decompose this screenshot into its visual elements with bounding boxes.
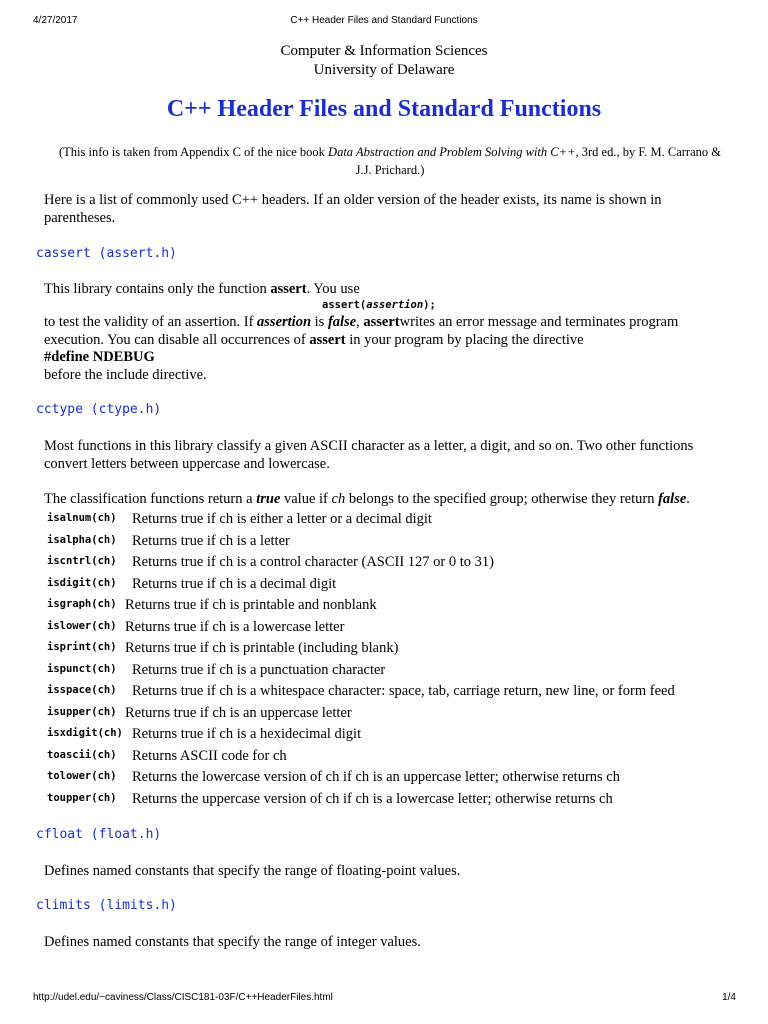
function-name: isprint(ch) [47,641,117,653]
function-name: iscntrl(ch) [47,555,117,567]
code-end: ); [423,299,436,311]
function-row [47,724,747,746]
text: belongs to the specified group; otherwise they return [345,491,659,507]
cassert-text: This library contains only the function [44,281,271,297]
cctype-classification [44,490,724,508]
intro-paragraph: Here is a list of commonly used C++ headers. If an older version of the header exists, its name is shown in parentheses. [44,192,662,226]
text: , [356,314,364,330]
text: to test the validity of an assertion. If [44,314,258,330]
cfloat-description: Defines named constants that specify the range of floating-point values. [44,863,461,879]
assert-keyword: assert [363,314,400,330]
function-row [47,660,747,682]
text: value if [280,491,332,507]
print-footer [0,992,768,1008]
source-note [40,143,740,179]
text: is [311,314,328,330]
page-title: C++ Header Files and Standard Functions [166,96,602,122]
function-name: tolower(ch) [47,770,117,782]
function-name: isalnum(ch) [47,512,117,524]
function-row [47,789,747,811]
assertion-term: assertion [257,314,312,330]
function-description: Returns true if ch is a lowercase letter [125,618,345,635]
code-arg: assertion [366,299,424,311]
function-list [47,509,747,810]
function-name: isdigit(ch) [47,576,117,589]
function-description: Returns true if ch is printable and nonblank [125,597,377,613]
print-date: 4/27/2017 [33,15,78,26]
function-name: isxdigit(ch) [47,727,123,739]
function-row [47,638,747,660]
section-heading-cfloat: cfloat (float.h) [36,827,162,842]
function-row [47,552,747,574]
section-heading-cassert: cassert (assert.h) [36,246,177,261]
book-title: Data Abstraction and Problem Solving with C++ [328,145,576,159]
assert-keyword: assert [270,281,307,297]
function-name: isgraph(ch) [47,598,117,610]
function-description: Returns the lowercase version of ch if ch is an uppercase letter; otherwise returns ch [132,769,620,785]
cassert-line2 [44,313,724,331]
function-row [47,681,747,703]
climits-description: Defines named constants that specify the range of integer values. [44,934,421,950]
function-description: Returns true if ch is either a letter or a decimal digit [132,511,432,527]
section-heading-cctype: cctype (ctype.h) [36,402,162,417]
function-row [47,574,747,596]
cassert-line4: before the include directive. [44,367,207,383]
function-description: Returns ASCII code for ch [132,747,287,764]
function-row [47,509,747,531]
section-heading-climits: climits (limits.h) [36,898,177,913]
print-url: http://udel.edu/~caviness/Class/CISC181-03F/C++HeaderFiles.html [33,992,333,1003]
print-page-number: 1/4 [722,992,736,1003]
source-note-suffix: , 3rd ed., by F. M. Carrano & [575,145,721,159]
text: writes an error message and terminates program [399,314,679,330]
department-block [0,42,768,80]
cctype-intro: Most functions in this library classify a given ASCII character as a letter, a digit, and so on. Two other functions convert letters between uppercase and lowercase. [44,438,694,472]
function-description: Returns true if ch is a hexidecimal digit [132,726,362,742]
print-header [0,15,768,31]
function-row [47,617,747,639]
function-description: Returns true if ch is a control character (ASCII 127 or 0 to 31) [132,554,494,570]
function-description: Returns true if ch is a whitespace character: space, tab, carriage return, new line, or form feed [132,683,675,699]
ch-term: ch [331,491,346,507]
cassert-line1 [44,280,724,298]
assert-keyword: assert [309,332,346,348]
text: in your program by placing the directive [345,332,584,348]
function-name: isupper(ch) [47,705,117,718]
source-note-prefix: (This info is taken from Appendix C of the nice book [58,145,329,159]
text: execution. You can disable all occurrences of [44,332,310,348]
code-fn: assert( [322,299,367,311]
function-description: Returns true if ch is a punctuation character [132,661,386,678]
false-term: false [327,314,357,330]
source-note-authors: J.J. Prichard.) [355,163,425,177]
cassert-text-end: . You use [306,281,360,297]
true-term: true [256,491,281,507]
false-term: false [658,491,687,507]
function-row [47,746,747,768]
function-name: toascii(ch) [47,748,117,761]
function-name: isalpha(ch) [47,533,117,546]
function-row [47,703,747,725]
function-name: toupper(ch) [47,791,117,804]
function-row [47,531,747,553]
function-description: Returns true if ch is an uppercase letter [125,704,352,721]
function-description: Returns true if ch is a decimal digit [132,575,337,592]
assert-code-sample [322,298,436,312]
cassert-line3 [44,331,724,349]
department-name: Computer & Information Sciences [280,43,488,59]
function-row [47,595,747,617]
function-description: Returns true if ch is a letter [132,532,290,549]
function-name: isspace(ch) [47,684,117,696]
print-doc-title: C++ Header Files and Standard Functions [290,15,478,26]
ndebug-directive: #define NDEBUG [44,349,155,365]
function-name: islower(ch) [47,619,117,632]
text: The classification functions return a [44,491,257,507]
university-name: University of Delaware [313,62,455,78]
function-row [47,767,747,789]
function-description: Returns true if ch is printable (including blank) [125,640,399,656]
function-name: ispunct(ch) [47,662,117,675]
text: . [686,491,690,507]
function-description: Returns the uppercase version of ch if ch is a lowercase letter; otherwise returns ch [132,790,613,807]
